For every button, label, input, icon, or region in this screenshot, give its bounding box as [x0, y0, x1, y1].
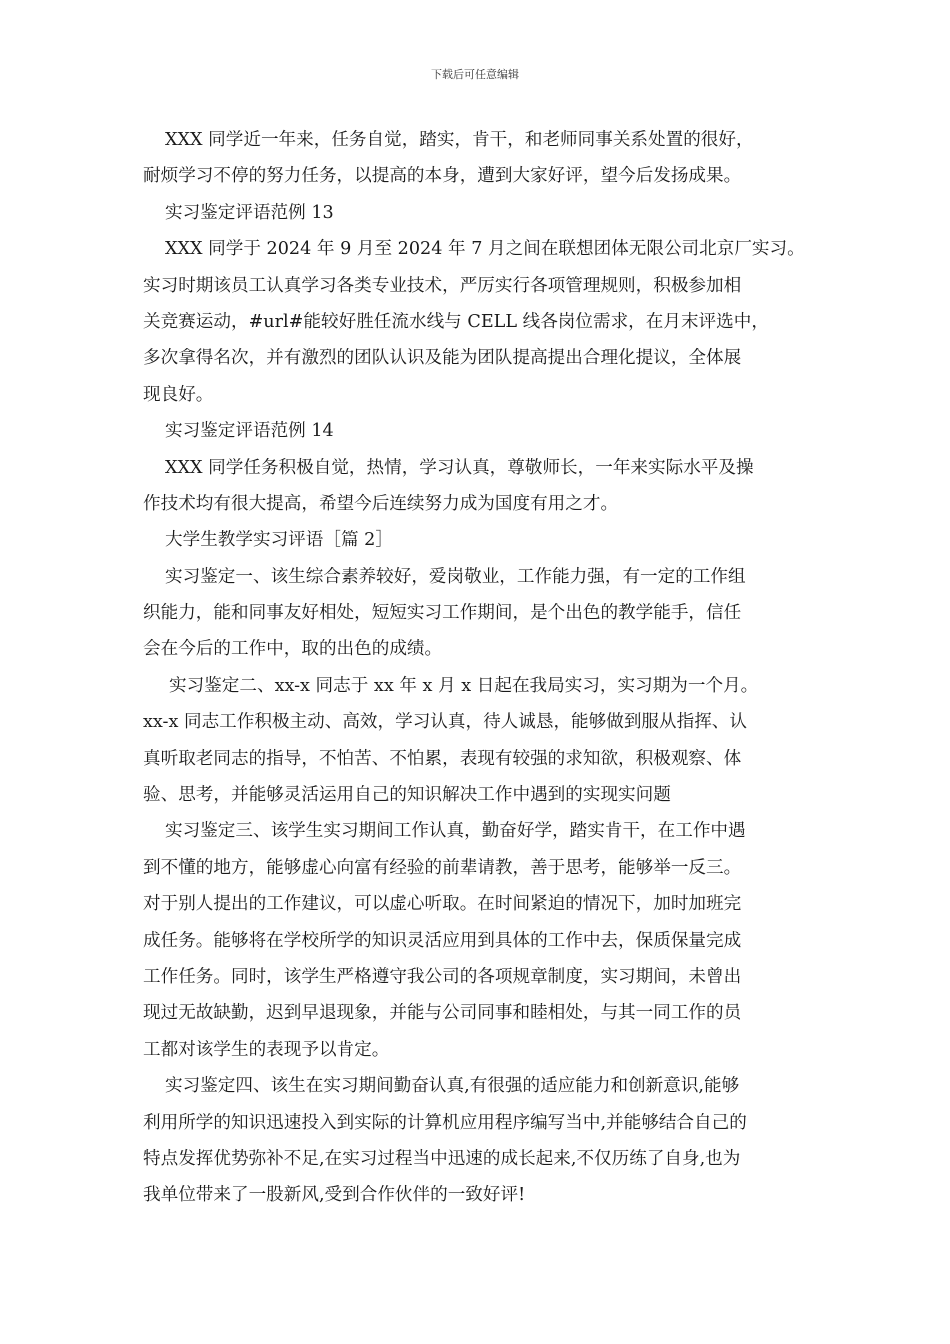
paragraph: [143, 195, 823, 231]
text-line: 利用所学的知识迅速投入到实际的计算机应用程序编写当中,并能够结合自己的: [143, 1112, 747, 1133]
text-line: 实习鉴定评语范例 13: [165, 202, 334, 223]
text-line: 实习鉴定二、xx-x 同志于 xx 年 x 月 x 日起在我局实习，实习期为一个月。: [169, 675, 759, 696]
text-line: 对于别人提出的工作建议，可以虚心听取。在时间紧迫的情况下，加时加班完: [143, 894, 742, 915]
text-line: 到不懂的地方，能够虚心向富有经验的前辈请教，善于思考，能够举一反三。: [143, 857, 742, 878]
text-line: 会在今后的工作中，取的出色的成绩。: [143, 639, 443, 660]
text-line: 工作任务。同时，该学生严格遵守我公司的各项规章制度，实习期间，未曾出: [143, 966, 742, 987]
paragraph: [143, 413, 823, 449]
document-body: [143, 122, 823, 1214]
text-line: 现良好。: [143, 384, 214, 405]
text-line: 我单位带来了一股新风,受到合作伙伴的一致好评!: [143, 1185, 526, 1206]
text-line: 实习时期该员工认真学习各类专业技术，严厉实行各项管理规则，积极参加相: [143, 275, 742, 296]
paragraph: [143, 559, 823, 668]
text-line: xx-x 同志工作积极主动、高效，学习认真，待人诚恳，能够做到服从指挥、认: [143, 712, 747, 733]
paragraph: [143, 122, 823, 195]
text-line: 实习鉴定一、该生综合素养较好，爱岗敬业，工作能力强，有一定的工作组: [165, 566, 746, 587]
text-line: 特点发挥优势弥补不足,在实习过程当中迅速的成长起来,不仅历练了自身,也为: [143, 1148, 741, 1169]
paragraph: [143, 668, 823, 814]
text-line: 多次拿得名次，并有激烈的团队认识及能为团队提高提出合理化提议，全体展: [143, 348, 742, 369]
text-line: 现过无故缺勤，迟到早退现象，并能与公司同事和睦相处，与其一同工作的员: [143, 1003, 742, 1024]
text-line: 织能力，能和同事友好相处，短短实习工作期间，是个出色的教学能手，信任: [143, 603, 742, 624]
paragraph: [143, 522, 823, 558]
text-line: 工都对该学生的表现予以肯定。: [143, 1039, 390, 1060]
text-line: 实习鉴定三、该学生实习期间工作认真，勤奋好学，踏实肯干，在工作中遇: [165, 821, 746, 842]
text-line: 作技术均有很大提高，希望今后连续努力成为国度有用之才。: [143, 493, 619, 514]
text-line: XXX 同学近一年来，任务自觉，踏实，肯干，和老师同事关系处置的很好，: [165, 130, 754, 150]
text-line: 真听取老同志的指导，不怕苦、不怕累，表现有较强的求知欲，积极观察、体: [143, 748, 742, 769]
text-line: 耐烦学习不停的努力任务，以提高的本身，遭到大家好评，望今后发扬成果。: [143, 166, 742, 187]
text-line: XXX 同学于 2024 年 9 月至 2024 年 7 月之间在联想团体无限公司北京厂实习。: [165, 239, 805, 260]
text-line: 大学生教学实习评语［篇 2］: [165, 530, 393, 551]
paragraph: [143, 813, 823, 1068]
paragraph: [143, 450, 823, 523]
text-line: 成任务。能够将在学校所学的知识灵活应用到具体的工作中去，保质保量完成: [143, 930, 742, 951]
paragraph: [143, 1068, 823, 1214]
text-line: 实习鉴定评语范例 14: [165, 421, 334, 442]
text-line: 实习鉴定四、该生在实习期间勤奋认真,有很强的适应能力和创新意识,能够: [165, 1076, 740, 1097]
text-line: XXX 同学任务积极自觉，热情，学习认真，尊敬师长，一年来实际水平及操: [165, 457, 754, 478]
page-header: 下载后可任意编辑: [431, 68, 519, 81]
text-line: 验、思考，并能够灵活运用自己的知识解决工作中遇到的实现实问题: [143, 785, 671, 806]
paragraph: [143, 231, 823, 413]
text-line: 关竞赛运动，#url#能较好胜任流水线与 CELL 线各岗位需求，在月末评选中，: [143, 311, 769, 332]
